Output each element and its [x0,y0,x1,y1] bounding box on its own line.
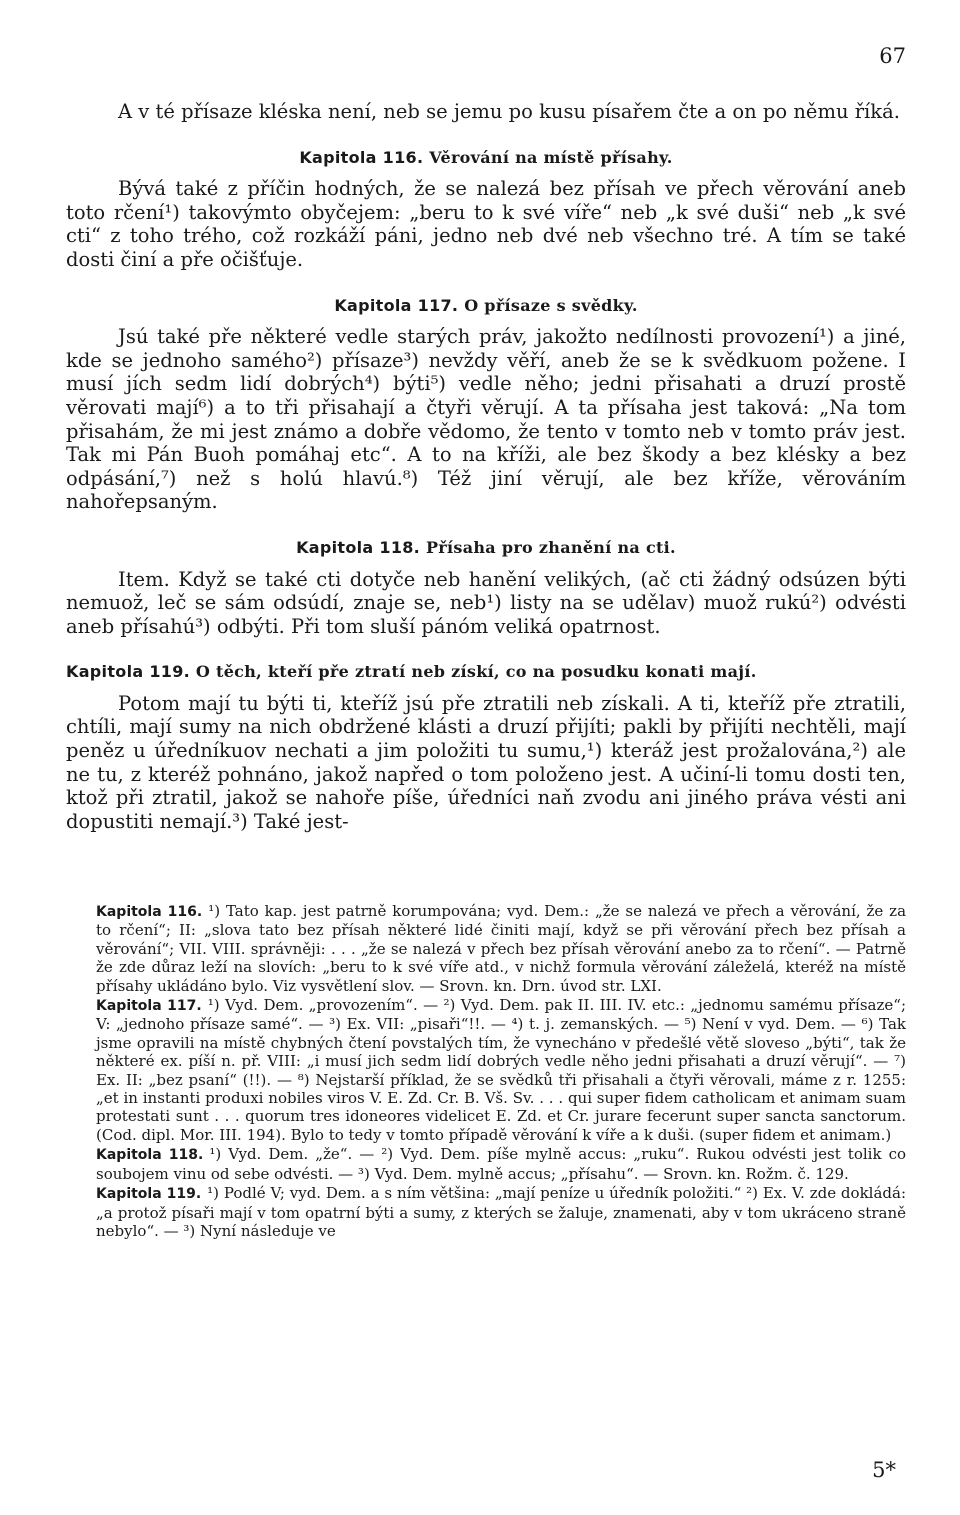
chapter-117-paragraph: Jsú také pře některé vedle starých práv, jakožto nedílnosti provození¹) a jiné, kde se jednoho samého²) přísaze³) nevždy věří, aneb že se k svědkuom požene. I musí jích sedm lidí dobrých⁴) býti⁵) vedle něho; jedni přisahati a druzí prostě věrovati mají⁶) a to tři přisahají a čtyři věrují. A ta přísaha jest taková: „Na tom přisahám, že mi jest známo a dobře vědomo, že tento v tomto neb v tomto práv jest. Tak mi Pán Buoh pomáhaj etc“. A to na kříži, ale bez škody a bez klésky a bez odpásání,⁷) než s holú hlavú.⁸) Též jiní věrují, ale bez kříže, věrováním nahořepsaným. [66,325,906,514]
page-number: 67 [879,44,906,68]
footnotes [96,902,906,1241]
footnote-label: Kapitola 117. [96,998,202,1015]
chapter-119-heading [66,660,906,684]
footnote-116 [96,902,906,995]
footnote-118 [96,1145,906,1183]
footnote-text: ¹) Podlé V; vyd. Dem. a s ním většina: „mají peníze u úředník položiti.“ ²) Ex. V. zde dokládá: „a protož písaři mají v tom opatrní býti a sumy, z kterých se žaluje, znamenati, aby v tom ukráceno straně nebylo“. — ³) Nyní následuje ve [96,1184,906,1240]
footnote-119 [96,1184,906,1240]
chapter-116-label: Kapitola 116. [299,147,424,167]
chapter-118-paragraph: Item. Když se také cti dotyče neb hanění velikých, (ač cti žádný odsúzen býti nemuož, leč se sám odsúdí, znaje se, neb¹) listy na se udělav) muož rukú²) odvésti aneb přísahú³) odbýti. Při tom sluší pánóm veliká opatrnost. [66,567,906,638]
chapter-117-heading [66,294,906,318]
footnote-text: ¹) Vyd. Dem. „že“. — ²) Vyd. Dem. píše mylně accus: „ruku“. Rukou odvésti jest tolik co soubojem vinu od sebe odvésti. — ³) Vyd. Dem. mylně accus; „přísahu“. — Srovn. kn. Rožm. č. 129. [96,1145,907,1183]
chapter-117-label: Kapitola 117. [334,295,459,315]
page [66,0,906,1515]
chapter-117-title: O přísaze s svědky. [464,295,638,315]
chapter-116-title: Věrování na místě přísahy. [429,147,673,167]
footnote-text: ¹) Vyd. Dem. „provozením“. — ²) Vyd. Dem. pak II. III. IV. etc.: „jednomu samému přísaze“; V: „jednoho přísaze samé“. — ³) Ex. VII: „pisaři“!!. — ⁴) t. j. zemanských. — ⁵) Není v vyd. Dem. — ⁶) Tak jsme opravili na místě chybných čtení povstalých tím, že vynecháno v předešlé větě sloveso „býti“, tak že některé ex. píší n. př. VIII: „i musí jich sedm lidí dobrých vedle něho jedni přisahati a druzí věrují“. — ⁷) Ex. II: „bez psaní“ (!!). — ⁸) Nejstarší příklad, že se svědků tři přisahali a čtyři věrovali, máme z r. 1255: „et in instanti produxi nobiles viros V. E. Zd. Cr. B. Vš. Sv. . . . qui super fidem catholicam et animam suam protestati sunt . . . quorum tres idoneores videlicet E. Zd. et Cr. jurare fecerunt super sancta sanctorum. (Cod. dipl. Mor. III. 194). Bylo to tedy v tomto případě věrování k víře a k duši. (super fidem et animam.) [96,996,906,1144]
chapter-119-paragraph: Potom mají tu býti ti, kteříž jsú pře ztratili neb získali. A ti, kteříž pře ztratili, chtíli, mají sumy na nich obdržené klásti a druzí přijíti; pakli by přijíti nechtěli, mají peněz u úředníkuov nechati a jim položiti tu sumu,¹) kteráž jest prožalována,²) ale ne tu, z kteréž pohnáno, jakož napřed o tom položeno jest. A učiní-li tomu dosti ten, ktož při ztratil, jakož se nahoře píše, úředníci naň zvodu ani jiného práva vésti ani dopustiti nemají.³) Také jest- [66,691,906,833]
chapter-116-paragraph: Bývá také z příčin hodných, že se nalezá bez přísah ve přech věrování aneb toto rčení¹) takovýmto obyčejem: „beru to k své víře“ neb „k své duši“ neb „k své cti“ z toho trého, což rozkáží páni, jedno neb dvé neb všechno tré. A tím se také dosti činí a pře očišťuje. [66,177,906,271]
chapter-118-label: Kapitola 118. [296,537,421,557]
footnote-label: Kapitola 116. [96,904,203,920]
chapter-118-heading [66,536,906,560]
chapter-118-title: Přísaha pro zhanění na cti. [425,537,676,557]
main-text [66,100,906,833]
footnote-label: Kapitola 118. [96,1147,204,1164]
chapter-119-title: O těch, kteří pře ztratí neb získí, co na posudku konati mají. [195,662,757,682]
footnote-text: ¹) Tato kap. jest patrně korumpována; vyd. Dem.: „že se nalezá ve přech a věrování, že za to rčení“; II: „slova tato bez přísah některé lidé činiti mají, když se při věrování přech bez přísah a věrování“; VII. VIII. správněji: . . . „že se nalezá v přech bez přísah věrování anebo za to rčení“. — Patrně že zde důraz leží na slovích: „beru to k své víře atd., v nichž formula věrování záleželá, kteréž na místě přísahy ukládáno bylo. Viz vysvětlení slov. — Srovn. kn. Drn. úvod str. LXI. [96,902,907,995]
footnote-117 [96,996,906,1144]
signature-mark: 5* [872,1458,896,1482]
chapter-116-heading [66,146,906,170]
intro-paragraph: A v té přísaze kléska není, neb se jemu po kusu písařem čte a on po němu říká. [118,100,900,123]
footnote-label: Kapitola 119. [96,1186,202,1203]
chapter-119-label: Kapitola 119. [66,662,191,682]
